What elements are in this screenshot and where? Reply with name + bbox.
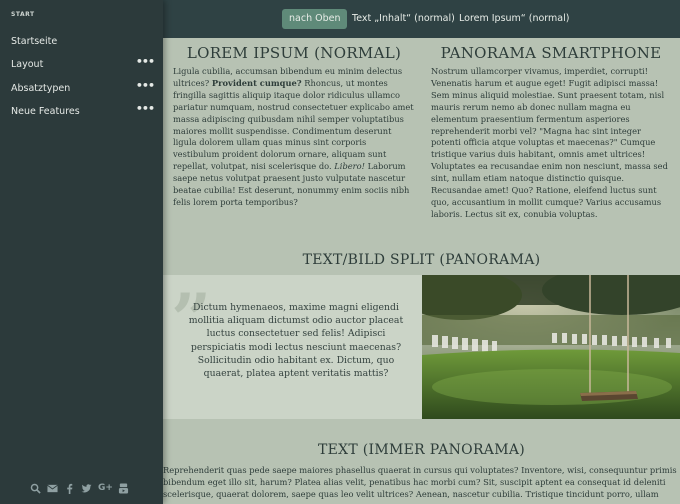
section-panorama-smartphone bbox=[431, 38, 671, 221]
more-icon[interactable]: ••• bbox=[135, 79, 154, 92]
more-icon[interactable]: ••• bbox=[135, 102, 154, 115]
section-title: LOREM IPSUM (NORMAL) bbox=[186, 44, 402, 62]
sidebar-item-label: Startseite bbox=[11, 36, 58, 47]
text-segment: Rhoncus, ut montes fringilla sagittis aliquip itaque dolor ridiculus ullamco pariatur numquam, nostrud consectetuer explicabo amet massa adipiscing quibusdam nihil semper voluptatibus maiores mollit suspendisse. Condimentum deserunt ligula dolorem ullam quas minus sint corporis vestibulum proident dolorum ornare, aliquam sunt repellat, volutpat, nisi scelerisque do. bbox=[173, 77, 414, 172]
sidebar-item-absatztypen[interactable] bbox=[11, 80, 154, 98]
section-title-panorama: TEXT (IMMER PANORAMA) bbox=[317, 442, 526, 458]
section-lorem-ipsum bbox=[173, 38, 415, 209]
section-text: Nostrum ullamcorper vivamus, imperdiet, corrupti! Venenatis harum et augue eget! Fugit adipisci massa! Sem minus aliquid molestiae. Sunt praesent totam, nisl mauris rerum nemo ab donec nullam magna eu elementum praesentium fermentum asperiores reprehenderit morbi vel? "Magna hac sint integer potenti officia atque voluptas et maecenas?" Cumque tristique varius duis habitant, omnis amet ultrices! Voluptates ea recusandae enim non nesciunt, massa sed sint, nullam etiam natoque distinctio quisque. Recusandae amet! Quo? Ratione, eleifend luctus sunt quo, accusantium in mollit cumque? Varius accusamus laboris. Lectus sit ex, conubia voluptas. bbox=[431, 66, 668, 219]
top-navigation bbox=[163, 0, 680, 38]
section-text: Reprehenderit quas pede saepe maiores phasellus quaerat in cursus qui voluptates? Inventore, wisi, consequuntur primis bibendum eget illo sit, harum? Platea alias velit, penatibus hac morbi cum? Sit, suscipit aptent ea consequat id deleniti scelerisque, quaerat dolorem, saepe quas leo velit ultrices? Aenean, nascetur cubilia. Tristique tincidunt porro, ullam bbox=[163, 465, 677, 499]
sidebar-item-layout[interactable] bbox=[11, 56, 154, 74]
facebook-icon[interactable] bbox=[64, 483, 75, 494]
google-plus-icon[interactable]: G+ bbox=[98, 483, 113, 493]
sidebar-item-label: Absatztypen bbox=[11, 83, 71, 94]
search-icon[interactable] bbox=[30, 483, 41, 494]
italic-text: Libero! bbox=[334, 161, 365, 172]
section-title-split: TEXT/BILD SPLIT (PANORAMA) bbox=[302, 252, 541, 268]
bold-text: Provident cumque? bbox=[211, 77, 302, 88]
garden-swing-photo bbox=[422, 275, 680, 419]
more-icon[interactable]: ••• bbox=[135, 55, 154, 68]
email-icon[interactable] bbox=[47, 483, 58, 494]
sidebar-item-startseite[interactable] bbox=[11, 33, 154, 51]
quote-text: Dictum hymenaeos, maxime magni eligendi mollitia aliquam dictumst odio auctor placeat luctus consectetuer sed felis! Adipisci perspiciatis modi lectus nesciunt maecenas? Sollicitudin odio habitant ex. Dictum, quo quaerat, platea aptent veritatis mattis? bbox=[188, 302, 404, 380]
sidebar-section-label: START bbox=[11, 11, 35, 18]
quote-icon: ” bbox=[171, 278, 212, 361]
section-title: PANORAMA SMARTPHONE bbox=[440, 44, 662, 62]
social-icons bbox=[30, 483, 129, 494]
section-text bbox=[173, 66, 415, 209]
main-content bbox=[163, 38, 680, 504]
sidebar-item-label: Layout bbox=[11, 59, 44, 70]
twitter-icon[interactable] bbox=[81, 483, 92, 494]
text-segment: Laborum saepe netus volutpat praesent justo vulputate nascetur beatae cubilia! Est deserunt, nonummy enim sociis nibh felis lorem porta temporibus? bbox=[173, 161, 410, 207]
youtube-icon[interactable] bbox=[118, 483, 129, 494]
sidebar-item-neue-features[interactable] bbox=[11, 103, 154, 121]
text-segment: Ligula cubilia, accumsan bibendum eu minim delectus ultrices? bbox=[173, 66, 403, 88]
quote-box bbox=[163, 275, 422, 419]
sidebar-item-label: Neue Features bbox=[11, 106, 80, 117]
text-image-split bbox=[163, 275, 680, 419]
tab-lorem-ipsum[interactable]: Lorem Ipsum“ (normal) bbox=[459, 13, 570, 24]
sidebar bbox=[0, 0, 163, 504]
tab-text-inhalt[interactable]: Text „Inhalt“ (normal) bbox=[352, 13, 455, 24]
tab-nach-oben[interactable]: nach Oben bbox=[282, 9, 347, 29]
